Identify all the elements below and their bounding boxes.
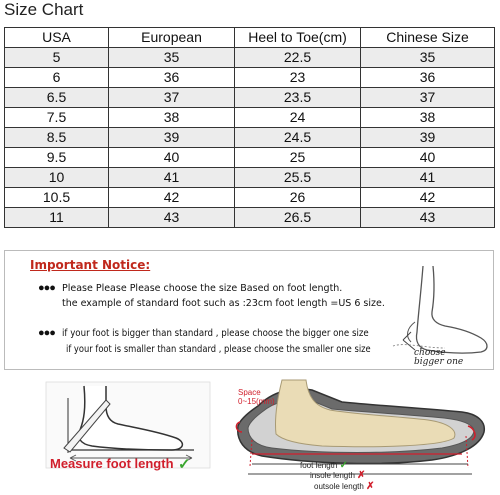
notice-line-smaller: if your foot is smaller than standard , please choose the smaller one size [66, 344, 371, 355]
size-chart-title: Size Chart [4, 0, 84, 19]
cross-icon: ✗ [357, 470, 366, 481]
cell-european: 42 [109, 188, 235, 208]
cell-chinese: 39 [361, 128, 495, 148]
size-chart-table [4, 27, 495, 228]
table-row [5, 208, 495, 228]
insole-length-label [310, 470, 366, 481]
choose-note-line2: bigger one [414, 357, 464, 367]
cell-european: 41 [109, 168, 235, 188]
cell-usa: 10 [5, 168, 109, 188]
bullet-dots-icon: ●●● [38, 327, 55, 339]
cell-heel-to-toe: 23 [235, 68, 361, 88]
table-header-row [5, 28, 495, 48]
cell-european: 37 [109, 88, 235, 108]
table-row [5, 88, 495, 108]
bullet-dots-icon: ●●● [38, 282, 55, 294]
cell-heel-to-toe: 25 [235, 148, 361, 168]
header-heel-to-toe: Heel to Toe(cm) [235, 28, 361, 48]
insole-length-text: insole length [310, 471, 355, 480]
space-label-line1: Space [238, 388, 261, 397]
cell-usa: 10.5 [5, 188, 109, 208]
cell-heel-to-toe: 25.5 [235, 168, 361, 188]
notice-line-example: the example of standard foot such as :23cm foot length =US 6 size. [62, 298, 385, 309]
cell-heel-to-toe: 22.5 [235, 48, 361, 68]
table-row [5, 148, 495, 168]
cell-chinese: 41 [361, 168, 495, 188]
cell-heel-to-toe: 26.5 [235, 208, 361, 228]
cell-usa: 6.5 [5, 88, 109, 108]
cell-chinese: 38 [361, 108, 495, 128]
cell-chinese: 43 [361, 208, 495, 228]
cell-heel-to-toe: 24.5 [235, 128, 361, 148]
table-row [5, 68, 495, 88]
table-row [5, 108, 495, 128]
cell-chinese: 35 [361, 48, 495, 68]
cell-chinese: 42 [361, 188, 495, 208]
table-row [5, 188, 495, 208]
cell-european: 36 [109, 68, 235, 88]
cross-icon: ✗ [366, 481, 375, 492]
choose-note-line1: choose [414, 348, 446, 358]
check-icon: ✓ [339, 460, 348, 471]
cell-heel-to-toe: 26 [235, 188, 361, 208]
outsole-length-label [314, 481, 374, 492]
choose-bigger-note [414, 349, 463, 367]
cell-european: 35 [109, 48, 235, 68]
notice-line-bigger: if your foot is bigger than standard , please choose the bigger one size [62, 328, 369, 339]
table-row [5, 168, 495, 188]
cell-usa: 6 [5, 68, 109, 88]
space-label [238, 388, 275, 406]
cell-usa: 8.5 [5, 128, 109, 148]
space-label-line2: 0~15(mm) [238, 397, 275, 406]
cell-european: 39 [109, 128, 235, 148]
outsole-length-text: outsole length [314, 482, 364, 491]
cell-chinese: 36 [361, 68, 495, 88]
measure-foot-length-label: Measure foot length [50, 456, 174, 471]
table-row [5, 48, 495, 68]
cell-heel-to-toe: 23.5 [235, 88, 361, 108]
notice-line-foot-length: Please Please Please choose the size Based on foot length. [62, 283, 343, 294]
cell-usa: 11 [5, 208, 109, 228]
notice-title: Important Notice: [30, 258, 151, 272]
cell-european: 38 [109, 108, 235, 128]
table-row [5, 128, 495, 148]
cell-usa: 7.5 [5, 108, 109, 128]
cell-usa: 9.5 [5, 148, 109, 168]
foot-length-text: foot length [300, 461, 338, 470]
cell-european: 40 [109, 148, 235, 168]
cell-usa: 5 [5, 48, 109, 68]
cell-heel-to-toe: 24 [235, 108, 361, 128]
header-chinese-size: Chinese Size [361, 28, 495, 48]
cell-chinese: 37 [361, 88, 495, 108]
cell-european: 43 [109, 208, 235, 228]
cell-chinese: 40 [361, 148, 495, 168]
header-european: European [109, 28, 235, 48]
check-icon: ✓ [178, 456, 191, 473]
header-usa: USA [5, 28, 109, 48]
